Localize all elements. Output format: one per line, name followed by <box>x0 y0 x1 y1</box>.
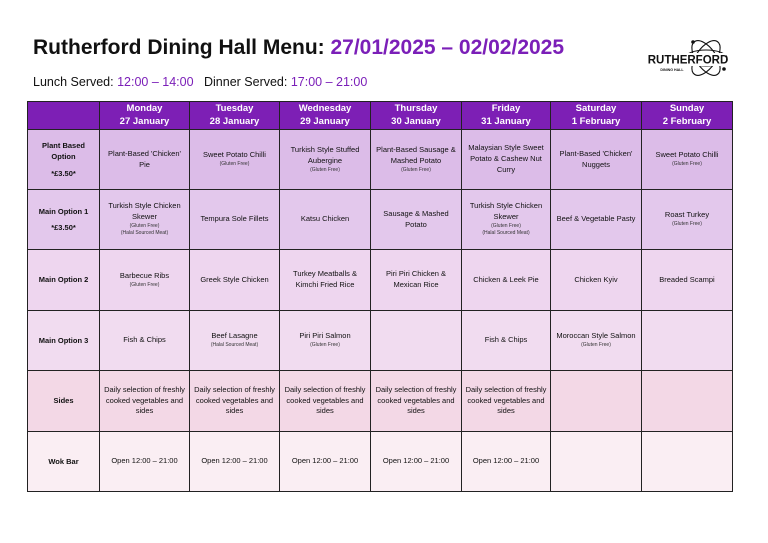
menu-cell <box>642 250 733 311</box>
dish-name: Roast Turkey <box>664 210 710 220</box>
menu-cell <box>100 311 190 371</box>
row-price: *£3.50* <box>51 223 76 232</box>
dish-note: (Gluten Free) <box>401 166 431 173</box>
menu-cell <box>462 190 551 250</box>
dish-name: Beef Lasagne <box>211 331 258 341</box>
row-label <box>28 371 100 432</box>
dish-name: Chicken Kyiv <box>574 274 618 284</box>
dish-note: (Halal Sourced Meat) <box>120 230 169 237</box>
menu-cell <box>100 130 190 190</box>
dish-name: Chicken & Leek Pie <box>473 274 539 284</box>
menu-cell-empty <box>551 432 642 492</box>
dish-note: (Gluten Free) <box>129 222 160 229</box>
dish-name: Turkish Style Chicken Skewer <box>108 201 181 221</box>
dish-name: Daily selection of freshly cooked vegetables and sides <box>375 384 457 416</box>
dish-name: Open 12:00 – 21:00 <box>291 456 359 466</box>
menu-cell <box>551 311 642 371</box>
main-option-2-row <box>28 250 733 311</box>
dish-name: Piri Piri Chicken & Mexican Rice <box>385 269 446 289</box>
dish-note: (Gluten Free) <box>129 281 160 288</box>
row-label-text: Sides <box>53 396 74 406</box>
day-date: 1 February <box>571 115 621 127</box>
day-date: 27 January <box>119 115 170 127</box>
menu-cell <box>462 250 551 311</box>
menu-cell <box>280 130 371 190</box>
dish-name: Daily selection of freshly cooked vegetables and sides <box>194 384 275 416</box>
dish-name: Moroccan Style Salmon <box>556 331 636 341</box>
dish-note: (Gluten Free) <box>310 166 340 173</box>
dish-name: Beef & Vegetable Pasty <box>556 214 636 224</box>
day-header <box>462 102 551 130</box>
dish-note: (Halal Sourced Meat) <box>482 230 530 237</box>
lunch-label: Lunch Served: <box>33 75 118 89</box>
row-label <box>28 311 100 371</box>
dinner-time: 17:00 – 21:00 <box>290 75 368 89</box>
menu-cell <box>371 371 462 432</box>
row-label <box>28 190 100 250</box>
menu-cell-empty <box>551 371 642 432</box>
serving-times <box>33 75 367 89</box>
row-label-text: Wok Bar <box>48 456 79 466</box>
menu-cell <box>551 130 642 190</box>
day-header <box>190 102 280 130</box>
row-label-text: Plant Based Option <box>42 141 85 162</box>
day-header <box>642 102 733 130</box>
dish-note: (Gluten Free) <box>310 342 340 349</box>
day-name: Monday <box>126 103 163 115</box>
dish-name: Plant-Based Sausage & Mashed Potato <box>376 144 456 165</box>
menu-cell <box>462 371 551 432</box>
menu-cell-empty <box>371 311 462 371</box>
dish-name: Malaysian Style Sweet Potato & Cashew Nut Curry <box>468 143 544 174</box>
title-dates: 27/01/2025 – 02/02/2025 <box>330 36 565 59</box>
menu-cell <box>190 130 280 190</box>
dish-note: (Gluten Free) <box>581 342 611 349</box>
row-label-text: Main Option 3 <box>38 335 89 345</box>
menu-cell <box>190 371 280 432</box>
dish-name: Greek Style Chicken <box>200 274 269 284</box>
dish-name: Turkish Style Chicken Skewer <box>469 201 543 221</box>
row-label <box>28 130 100 190</box>
day-header <box>280 102 371 130</box>
dish-name: Plant-Based 'Chicken' Nuggets <box>559 148 633 169</box>
dish-name: Plant-Based 'Chicken' Pie <box>108 148 181 169</box>
menu-cell <box>462 432 551 492</box>
dish-name: Daily selection of freshly cooked vegetables and sides <box>104 384 185 416</box>
menu-cell <box>280 311 371 371</box>
menu-cell <box>371 250 462 311</box>
dish-name: Piri Piri Salmon <box>299 331 351 341</box>
day-date: 2 February <box>662 115 712 127</box>
menu-cell <box>190 311 280 371</box>
menu-cell <box>462 130 551 190</box>
rutherford-logo <box>648 36 730 80</box>
menu-cell <box>642 130 733 190</box>
row-label-text: Main Option 1 <box>38 206 89 216</box>
wok-bar-row <box>28 432 733 492</box>
menu-cell <box>100 190 190 250</box>
menu-table <box>27 101 733 492</box>
plant-based-row <box>28 130 733 190</box>
dish-name: Open 12:00 – 21:00 <box>382 456 450 466</box>
menu-cell <box>100 250 190 311</box>
menu-cell <box>462 311 551 371</box>
day-name: Saturday <box>575 103 617 115</box>
page-title <box>33 36 564 60</box>
menu-cell-empty <box>642 311 733 371</box>
day-date: 28 January <box>209 115 260 127</box>
title-prefix: Rutherford Dining Hall Menu: <box>33 36 331 59</box>
day-header-row <box>28 102 733 130</box>
dish-note: (Gluten Free) <box>491 222 521 229</box>
dinner-label: Dinner Served: <box>203 75 291 89</box>
menu-cell <box>280 190 371 250</box>
day-header <box>551 102 642 130</box>
lunch-time: 12:00 – 14:00 <box>117 75 194 89</box>
day-name: Wednesday <box>298 103 352 115</box>
row-price: *£3.50* <box>51 168 76 178</box>
logo-text: RUTHERFORD <box>648 54 729 67</box>
dish-name: Open 12:00 – 21:00 <box>111 456 178 466</box>
row-label <box>28 432 100 492</box>
sides-row <box>28 371 733 432</box>
menu-cell <box>100 432 190 492</box>
dish-name: Open 12:00 – 21:00 <box>472 456 540 466</box>
day-name: Thursday <box>394 103 438 115</box>
menu-cell <box>280 250 371 311</box>
dish-note: (Halal Sourced Meat) <box>210 342 259 349</box>
dish-name: Open 12:00 – 21:00 <box>201 456 268 466</box>
day-name: Sunday <box>669 103 705 115</box>
menu-cell <box>190 190 280 250</box>
day-name: Friday <box>491 103 521 115</box>
day-date: 31 January <box>481 115 531 127</box>
dish-name: Breaded Scampi <box>659 274 715 284</box>
menu-cell <box>371 130 462 190</box>
dish-note: (Gluten Free) <box>672 221 702 228</box>
dish-name: Sweet Potato Chilli <box>655 150 719 160</box>
menu-cell <box>551 250 642 311</box>
menu-cell <box>371 190 462 250</box>
dish-name: Fish & Chips <box>123 335 166 345</box>
menu-cell <box>280 432 371 492</box>
dish-name: Daily selection of freshly cooked vegetables and sides <box>284 384 366 416</box>
menu-cell-empty <box>642 432 733 492</box>
menu-cell <box>190 432 280 492</box>
menu-cell <box>642 190 733 250</box>
row-label <box>28 250 100 311</box>
day-date: 29 January <box>300 115 350 127</box>
day-header <box>371 102 462 130</box>
dish-note: (Gluten Free) <box>672 161 702 168</box>
menu-cell-empty <box>642 371 733 432</box>
menu-cell <box>190 250 280 311</box>
day-header <box>100 102 190 130</box>
main-option-1-row <box>28 190 733 250</box>
dish-name: Sausage & Mashed Potato <box>383 208 449 229</box>
dish-name: Barbecue Ribs <box>119 270 170 280</box>
dish-name: Tempura Sole Fillets <box>200 214 269 224</box>
header-corner <box>28 102 100 130</box>
menu-cell <box>100 371 190 432</box>
menu-cell <box>280 371 371 432</box>
menu-cell <box>551 190 642 250</box>
menu-cell <box>371 432 462 492</box>
dish-name: Fish & Chips <box>484 335 528 345</box>
day-name: Tuesday <box>215 103 254 115</box>
row-label-text: Main Option 2 <box>38 275 89 285</box>
day-date: 30 January <box>391 115 441 127</box>
dish-name: Turkey Meatballs & Kimchi Fried Rice <box>293 269 357 289</box>
dish-note: (Gluten Free) <box>219 161 250 168</box>
dish-name: Turkish Style Stuffed Aubergine <box>290 144 360 165</box>
dish-name: Daily selection of freshly cooked vegetables and sides <box>465 384 547 416</box>
logo-subtext: DINING HALL <box>660 68 684 72</box>
dish-name: Sweet Potato Chilli <box>203 150 266 160</box>
dish-name: Katsu Chicken <box>300 214 350 224</box>
main-option-3-row <box>28 311 733 371</box>
